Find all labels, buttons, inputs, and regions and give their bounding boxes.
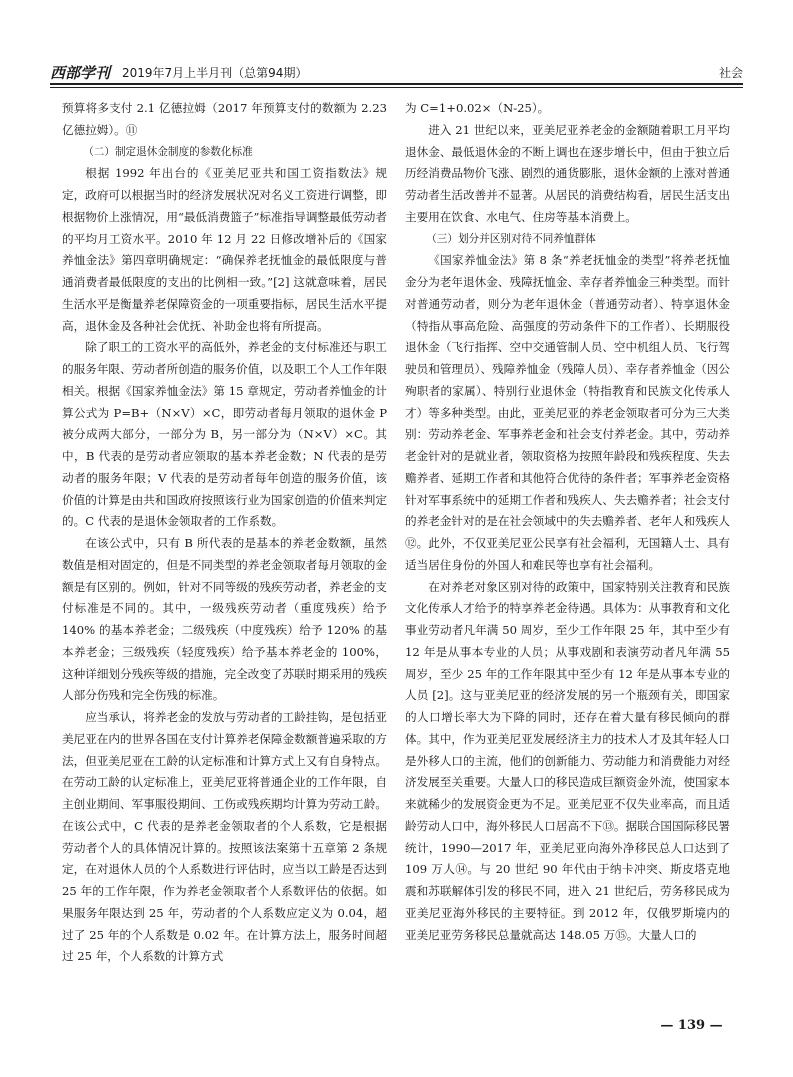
header-rule-thick: [50, 83, 743, 85]
right-paragraph: 《国家养恤金法》第 8 条“养老抚恤金的类型”将养老抚恤金分为老年退休金、残障抚恤金、幸存者养恤金三种类型。而针对普通劳动者，则分为老年退休金（普通劳动者）、特享退休金（特指从事高危险、高强度的劳动条件下的工作者）、长期服役退休金（飞行指挥、空中交通管制人员、空中机组人员、飞行驾驶员和管理员）、残障养恤金（残障人员）、幸存者养恤金（因公殉职者的家属）、特别行业退休金（特指教育和民族文化传承人才）等多种类型。由此，亚美尼亚的养老金领取者可分为三大类别：劳动养老金、军事养老金和社会支付养老金。其中，劳动养老金针对的是就业者，领取资格为按照年龄段和残疾程度、失去赡养者、延期工作者和其他符合优待的条件者；军事养老金资格针对军事系统中的延期工作者和残疾人、失去赡养者；社会支付的养老金针对的是在社会领域中的失去赡养者、老年人和残疾人⑫。此外，不仅亚美尼亚公民享有社会福利，无国籍人士、具有适当居住身份的外国人和难民等也享有社会福利。: [405, 253, 730, 572]
right-column: [405, 98, 730, 1010]
header-rule-thin: [50, 87, 743, 88]
right-para-continued: 为 C=1+0.02×（N-25）。: [405, 101, 550, 115]
left-para-continued: 预算将多支付 2.1 亿德拉姆（2017 年预算支付的数额为 2.23 亿德拉姆）。⑪: [62, 101, 387, 137]
left-paragraph: 除了职工的工资水平的高低外，养老金的支付标准还与职工的服务年限、劳动者所创造的服务价值，以及职工个人工作年限相关。根据《国家养恤金法》第 15 章规定，劳动者养恤金的计算公式为 P=B+（N×V）×C，即劳动者每月领取的退休金 P 被分成两大部分，一部分为 B，另一部分为（N×V）×C。其中，B 代表的是劳动者应领取的基本养老金数；N 代表的是劳动者的服务年限；V 代表的是劳动者每年创造的服务价值，该价值的计算是由共和国政府按照该行业为国家创造的价值来判定的。C 代表的是退休金领取者的工作系数。: [62, 340, 387, 529]
left-paragraph: 根据 1992 年出台的《亚美尼亚共和国工资指数法》规定，政府可以根据当时的经济发展状况对名义工资进行调整，即根据物价上涨情况，用“最低消费篮子”标准指导调整最低劳动者的平均月工资水平。2010 年 12 月 22 日修改增补后的《国家养恤金法》第四章明确规定：“确保养老抚恤金的最低限度与普通消费者最低限度的支出的比例相一致。”[2] 这就意味着，居民生活水平是衡量养老保障资金的一项重要指标，居民生活水平提高，退休金及各种社会优抚、补助金也将有所提高。: [62, 166, 387, 333]
journal-logo: 西部学刊: [50, 64, 111, 82]
subhead-parameter-standards: （二）制定退休金制度的参数化标准: [83, 145, 253, 158]
left-paragraph: 在该公式中，只有 B 所代表的是基本的养老金数额，虽然数值是相对固定的，但是不同类型的养老金领取者每月领取的金额是有区别的。例如，针对不同等级的残疾劳动者，养老金的支付标准是不同的。其中，一级残疾劳动者（重度残疾）给予 140% 的基本养老金；二级残疾（中度残疾）给予 120% 的基本养老金；三级残疾（轻度残疾）给予基本养老金的 100%，这种详细划分残疾等级的措施，完全改变了苏联时期采用的残疾人部分伤残和完全伤残的标准。: [62, 536, 387, 703]
section-name: 社会: [718, 66, 743, 80]
right-paragraph: 进入 21 世纪以来，亚美尼亚养老金的金额随着职工月平均退休金、最低退休金的不断上调也在逐步增长中，但由于独立后历经消费品物价飞涨、剧烈的通货膨胀，退休金额的上涨对普通劳动者生活改善并不显著。从居民的消费结构看，居民生活支出主要用在饮食、水电气、住房等基本消费上。: [405, 122, 730, 224]
right-paragraph: 在对养老对象区别对待的政策中，国家特别关注教育和民族文化传承人才给予的特享养老金待遇。具体为：从事教育和文化事业劳动者凡年满 50 周岁，至少工作年限 25 年，其中至少有 12 年是从事本专业的人员；从事戏剧和表演劳动者凡年满 55 周岁，至少 25 年的工作年限其中至少有 12 年是从事本专业的人员 [2]。这与亚美尼亚的经济发展的另一个瓶颈有关，即国家的人口增长率大为下降的同时，还存在着大量有移民倾向的群体。其中，作为亚美尼亚发展经济主力的技术人才及其年轻人口是外移人口的主流，他们的创新能力、劳动能力和消费能力对经济发展至关重要。大量人口的移民造成巨额资金外流，使国家本来就稀少的发展资金更为不足。亚美尼亚不仅失业率高，而且适龄劳动人口中，海外移民人口居高不下⑬。据联合国国际移民署统计，1990—2017 年，亚美尼亚向海外净移民总人口达到了 109 万人⑭。与 20 世纪 90 年代由于纳卡冲突、斯皮塔克地震和苏联解体引发的移民不同，进入 21 世纪后，劳务移民成为亚美尼亚海外移民的主要特征。到 2012 年，仅俄罗斯境内的亚美尼亚劳务移民总量就高达 148.05 万⑮。大量人口的: [405, 579, 730, 942]
issue-info: 2019年7月上半月刊（总第94期）: [122, 66, 308, 80]
subhead-pension-groups: （三）划分并区别对待不同养恤群体: [426, 232, 596, 245]
page-number: — 139 —: [660, 1018, 723, 1033]
page-header: [50, 58, 743, 84]
left-column: [62, 98, 387, 1010]
left-paragraph: 应当承认，将养老金的发放与劳动者的工龄挂钩，是包括亚美尼亚在内的世界各国在支付计算养老保障金数额普遍采取的方法，但亚美尼亚在工龄的认定标准和计算方式上又有自身特点。在劳动工龄的认定标准上，亚美尼亚将普通企业的工作年限，自主创业期间、军事服役期间、工伤或残疾期均计算为劳动工龄。在该公式中，C 代表的是养老金领取者的个人系数，它是根据劳动者个人的具体情况计算的。按照该法案第十五章第 2 条规定，在对退休人员的个人系数进行评估时，应当以工龄是否达到 25 年的工作年限，作为养老金领取者个人系数评估的依据。如果服务年限达到 25 年，劳动者的个人系数应定义为 0.04，超过了 25 年的个人系数是 0.02 年。在计算方法上，服务时间超过 25 年，个人系数的计算方式: [62, 710, 387, 964]
